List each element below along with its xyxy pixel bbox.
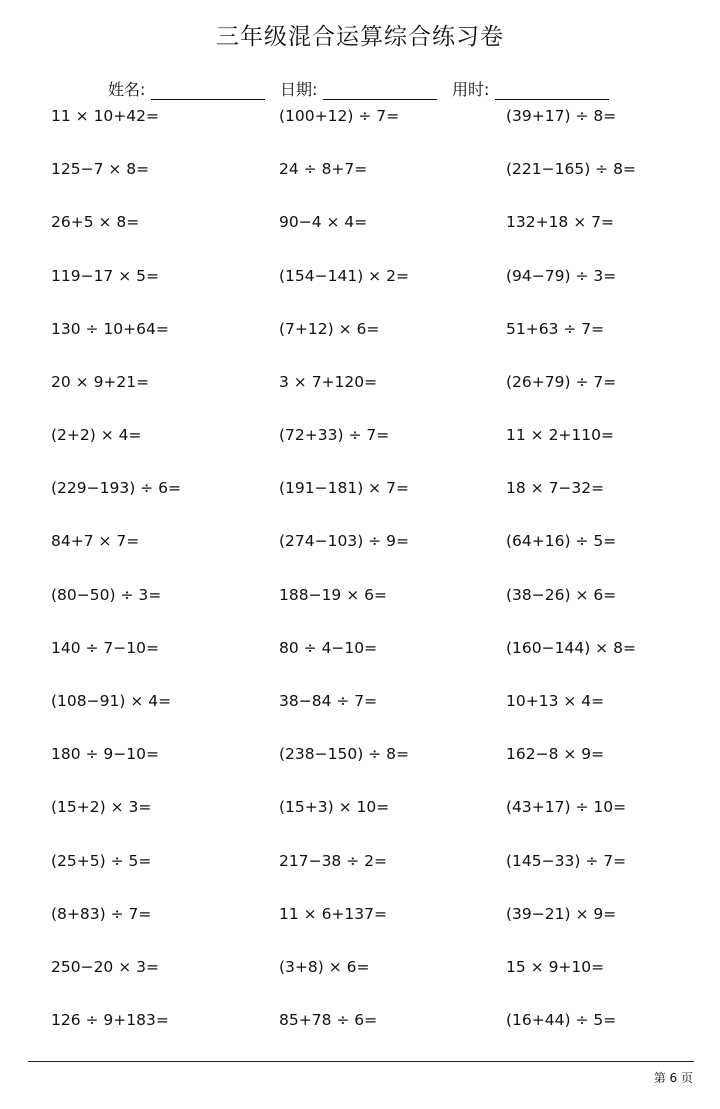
math-problem: 26+5 × 8= <box>51 213 140 232</box>
math-problem: (64+16) ÷ 5= <box>506 532 617 551</box>
math-problem: 84+7 × 7= <box>51 532 140 551</box>
math-problem: (43+17) ÷ 10= <box>506 798 627 817</box>
math-problem: 85+78 ÷ 6= <box>279 1011 378 1030</box>
math-problem: 132+18 × 7= <box>506 213 614 232</box>
math-problem: (238−150) ÷ 8= <box>279 745 409 764</box>
math-problem: (80−50) ÷ 3= <box>51 585 162 604</box>
math-problem: 126 ÷ 9+183= <box>51 1011 169 1030</box>
worksheet-title: 三年级混合运算综合练习卷 <box>216 24 504 50</box>
math-problem: (39+17) ÷ 8= <box>506 107 617 125</box>
math-problem: (7+12) × 6= <box>279 319 380 338</box>
math-problem: (16+44) ÷ 5= <box>506 1011 617 1030</box>
math-problem: 10+13 × 4= <box>506 691 605 710</box>
math-problem: (38−26) × 6= <box>506 585 617 604</box>
footer-divider <box>28 1061 694 1062</box>
math-problem: (94−79) ÷ 3= <box>506 266 617 285</box>
math-problem: 162−8 × 9= <box>506 745 605 764</box>
math-problem: (8+83) ÷ 7= <box>51 904 152 923</box>
math-problem: 119−17 × 5= <box>51 266 159 285</box>
math-problem: (15+2) × 3= <box>51 798 152 817</box>
math-problem: 51+63 ÷ 7= <box>506 319 605 338</box>
math-problem: (191−181) × 7= <box>279 479 409 498</box>
math-problem: 180 ÷ 9−10= <box>51 745 159 764</box>
math-problem: 11 × 2+110= <box>506 426 614 445</box>
math-problem: (154−141) × 2= <box>279 266 409 285</box>
date-label: 日期: <box>280 80 318 99</box>
math-problem: (229−193) ÷ 6= <box>51 479 181 498</box>
math-problem: (274−103) ÷ 9= <box>279 532 409 551</box>
math-problem: (100+12) ÷ 7= <box>279 107 400 125</box>
math-problem: 38−84 ÷ 7= <box>279 691 378 710</box>
page-number: 第 6 页 <box>653 1071 693 1085</box>
math-problem: (108−91) × 4= <box>51 691 172 710</box>
math-problem: (72+33) ÷ 7= <box>279 426 390 445</box>
math-problem: 125−7 × 8= <box>51 160 150 179</box>
math-problem: 130 ÷ 10+64= <box>51 319 169 338</box>
math-problem: 15 × 9+10= <box>506 957 605 976</box>
math-problem: (221−165) ÷ 8= <box>506 160 636 179</box>
math-problem: 11 × 6+137= <box>279 904 387 923</box>
math-problem: (145−33) ÷ 7= <box>506 851 627 870</box>
math-problem: (2+2) × 4= <box>51 426 142 445</box>
math-problem: (25+5) ÷ 5= <box>51 851 152 870</box>
math-problem: 188−19 × 6= <box>279 585 387 604</box>
math-problem: 20 × 9+21= <box>51 372 150 391</box>
name-label: 姓名: <box>108 80 146 99</box>
math-problem: (3+8) × 6= <box>279 957 370 976</box>
math-problem: (39−21) × 9= <box>506 904 617 923</box>
math-problem: 3 × 7+120= <box>279 372 378 391</box>
math-problem: (15+3) × 10= <box>279 798 390 817</box>
math-problem: 250−20 × 3= <box>51 957 159 976</box>
math-problem: (160−144) × 8= <box>506 638 636 657</box>
math-problem: 18 × 7−32= <box>506 479 605 498</box>
math-problem: 80 ÷ 4−10= <box>279 638 378 657</box>
math-problem: 11 × 10+42= <box>51 107 159 125</box>
math-problem: 140 ÷ 7−10= <box>51 638 159 657</box>
math-problem: (26+79) ÷ 7= <box>506 372 617 391</box>
time-label: 用时: <box>452 80 490 99</box>
math-problem: 24 ÷ 8+7= <box>279 160 368 179</box>
math-problem: 217−38 ÷ 2= <box>279 851 387 870</box>
math-problem: 90−4 × 4= <box>279 213 368 232</box>
